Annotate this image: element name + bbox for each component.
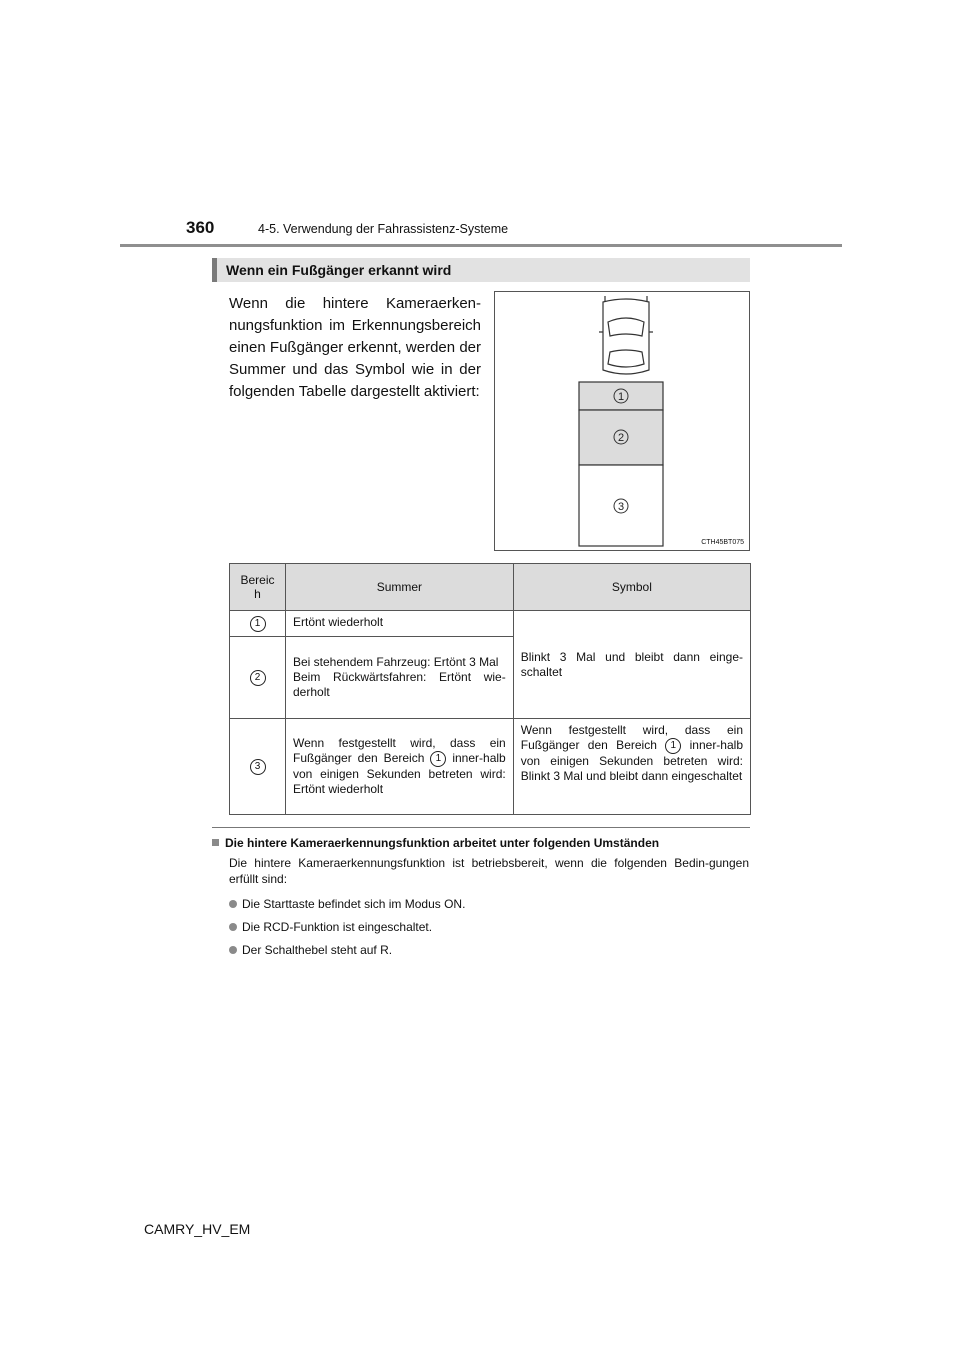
zone-cell <box>230 611 286 637</box>
summer-text-pre: Wenn festgestellt wird, dass ein Fußgänger den Bereich <box>293 736 506 766</box>
page-number: 360 <box>186 218 215 237</box>
table-row <box>230 719 751 815</box>
conditions-heading <box>212 836 659 850</box>
round-bullet-icon <box>229 946 237 954</box>
header-divider <box>120 244 842 247</box>
summer-text-post: inner-halb von einigen Sekunden betreten wird: Ertönt wiederholt <box>293 751 506 796</box>
header-symbol: Symbol <box>513 564 750 611</box>
round-bullet-icon <box>229 923 237 931</box>
list-item <box>229 920 432 934</box>
table-row <box>230 611 751 637</box>
header-zone <box>230 564 286 611</box>
zone-ref-icon: 1 <box>665 738 681 754</box>
zone-cell <box>230 719 286 815</box>
table-header-row <box>230 564 751 611</box>
summer-reversing: Beim Rückwärtsfahren: Ertönt wie-derholt <box>293 670 506 699</box>
detection-zone-diagram <box>495 292 751 552</box>
zone-1-label: 1 <box>617 391 625 403</box>
conditions-divider <box>212 827 750 828</box>
symbol-cell <box>513 719 750 815</box>
conditions-title: Die hintere Kameraerkennungsfunktion arbeitet unter folgenden Umständen <box>225 836 660 850</box>
header-zone-line2: h <box>254 587 261 601</box>
zone-ref-icon: 1 <box>430 751 446 767</box>
figure-code: CTH45BT075 <box>701 539 744 546</box>
summer-cell <box>286 637 514 719</box>
summer-cell <box>286 719 514 815</box>
zone-2-label: 2 <box>617 432 625 444</box>
list-item <box>229 897 465 911</box>
detection-zone-figure <box>494 291 750 551</box>
zone-cell <box>230 637 286 719</box>
header-summer: Summer <box>286 564 514 611</box>
zone-number-icon: 1 <box>250 616 266 632</box>
section-heading <box>212 258 750 282</box>
summer-standing: Bei stehendem Fahrzeug: Ertönt 3 Mal <box>293 655 499 669</box>
zone-number-icon: 3 <box>250 759 266 775</box>
conditions-intro: Die hintere Kameraerkennungsfunktion ist betriebsbereit, wenn die folgenden Bedin-gungen erfüllt sind: <box>229 856 749 886</box>
symbol-text-post: inner-halb von einigen Sekunden betreten wird: Blinkt 3 Mal und bleibt dann eingeschaltet <box>520 738 743 783</box>
chapter-title: 4-5. Verwendung der Fahrassistenz-Systeme <box>258 222 509 236</box>
summer-cell: Ertönt wiederholt <box>286 611 514 637</box>
zone-table <box>229 563 751 815</box>
footer-model-code: CAMRY_HV_EM <box>144 1221 251 1237</box>
symbol-cell: Blinkt 3 Mal und bleibt dann einge-schaltet <box>513 611 750 719</box>
zone-number-icon: 2 <box>250 670 266 686</box>
list-item-text: Die RCD-Funktion ist eingeschaltet. <box>242 920 433 934</box>
section-heading-bar <box>212 258 217 282</box>
list-item-text: Der Schalthebel steht auf R. <box>242 943 393 957</box>
zone-3-label: 3 <box>617 501 625 513</box>
header-zone-line1: Bereic <box>240 573 275 587</box>
list-item <box>229 943 392 957</box>
car-icon <box>599 296 653 374</box>
square-bullet-icon <box>212 839 219 846</box>
intro-paragraph: Wenn die hintere Kameraerken-nungsfunktion im Erkennungsbereich einen Fußgänger erkennt, werden der Summer und das Symbol wie in der folgenden Tabelle dargestellt aktiviert: <box>229 295 481 400</box>
list-item-text: Die Starttaste befindet sich im Modus ON. <box>242 897 466 911</box>
section-title: Wenn ein Fußgänger erkannt wird <box>226 262 452 278</box>
round-bullet-icon <box>229 900 237 908</box>
symbol-text-pre: Wenn festgestellt wird, dass ein Fußgänger den Bereich <box>520 723 743 753</box>
